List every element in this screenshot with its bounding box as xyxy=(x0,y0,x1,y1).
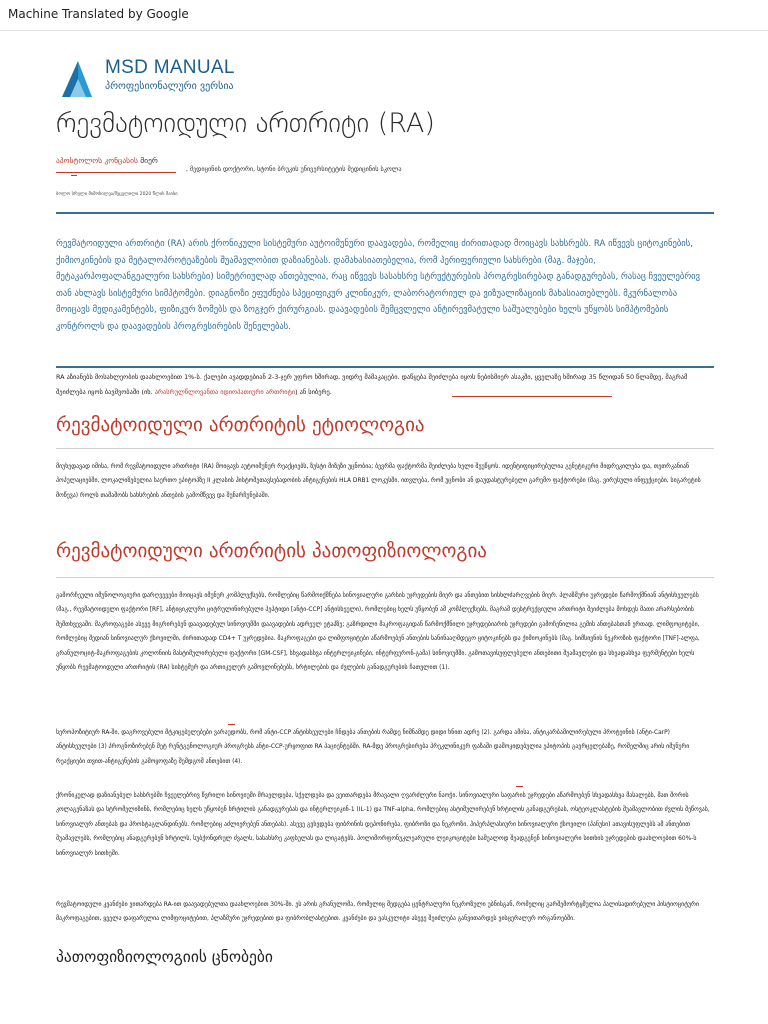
author-affiliation: , მედიცინის დოქტორი, სტონი ბრუკის უნივერსიტეტის მედიცინის სკოლა xyxy=(186,166,402,173)
pathophysiology-paragraph-3: ქრონიკულად დაზიანებულ სახსრებში ჩვეულებრივ წვრილი სინოვიუმი მრავლდება, სქელდება და ვეითარდება მრავალი ღვარძლური ნაოჭი. სინოვიალური საფარის უჯრედები აწარმოებენ სხვადასხვა მასალებს, მათ შორის კოლაგენაზას და სტრომელიზინს, რომლებიც ხელს უწყობენ ხრტილის განადგურებას და ინტერლეიკინ-1 (IL-1) და TNF-alpha, რომლებიც ასტიმულირებენ ხრტილის განადგურებას, ოსტეოკლასტების შუამავლობით ძვლის შეწოვას, სინოვიალურ ანთებას და პროსტაგლანდინებს. რომლებიც აძლიერებენ ანთებას). ასევე გვხვდება ფიბრინის დეპონირება, ფიბროზი და ნეკროზი. ჰიპერპლასიური სინოვიალური ქსოვილი (პანუსი) ათავისუფლებს ამ ანთებით შუამავლებს, რომლებიც ანადგურებენ ხრტილს, სუბქონდრულ ძვალს, სასახსრე კაფსულას და ლიგატებს. პოლიმორფონუკლეარული ლეიკოციტები საშუალოდ შეადგენენ სინოვიალური სითხის უჯრედების დაახლოებით 60%-ს სინოვიალურ სითხეში. xyxy=(56,793,710,857)
topic-summary: რევმატოიდული ართრიტი (RA) არის ქრონიკული სისტემური აუტოიმუნური დაავადება, რომელიც ძირითადად მოიცავს სახსრებს. RA იწვევს ციტოკინების, ქიმიოკინების და მეტალოპროტეაზების შუამავლობით დაზიანებას. დამახასიათებელია, რომ პერიფერიული სახსრები (მაგ. მაჯები, მეტაკარპოფალანგეალური სახსრები) სიმეტრიულად ანთებულია, რაც იწვევს სასახსრე სტრუქტურების პროგრესირებად განადგურებას, რასაც ჩვეულებრივ თან ახლავს სისტემური სიმპტომები. დიაგნოზი ეფუძნება სპეციფიკურ კლინიკურ, ლაბორატორიულ და ვიზუალიზაციის მახასიათებლებს. მკურნალობა მოიცავს მედიკამენტებს, ფიზიკურ ზომებს და ზოგჯერ ქირურგიას. დაავადების შემცვლელი ანტირევმატული საშუალებები ხელს უწყობს სიმპტომების კონტროლს და დაავადების პროგრესირების შენელებას. xyxy=(56,239,701,332)
byline xyxy=(56,156,158,165)
msd-logo-icon xyxy=(58,55,98,101)
subsection-heading-references: პათოფიზიოლოგიის ცნობები xyxy=(56,948,273,966)
review-date: ბოლო სრული მიმოხილვა/შეცვლილი 2020 წლის მაისი xyxy=(56,192,178,197)
byline-dash xyxy=(71,175,77,176)
intro-text-after: ) ან სიბერე. xyxy=(295,387,332,396)
section-rule xyxy=(56,577,714,578)
pathophysiology-paragraph-4: რევმატოიდული კვანძები ვითარდება RA-ით დაავადებულთა დაახლოებით 30%-ში. ეს არის გრანულომა, რომელიც შედგება ცენტრალური ნეკროზული უბნისგან, რომელიც გარშემორტყმულია პალისადირებული ჰისტიოციტური მაკროფაგებით, ყველა დაფარულია ლიმფოციტებით, პლაზმური უჯრედებით და ფიბრობლასტებით. კვანძები და ვასკულიტი ასევე შეიძლება განვითარდეს ვისცერალურ ორგანოებში. xyxy=(56,902,699,923)
brand-name: MSD MANUAL xyxy=(105,57,235,78)
author-underline xyxy=(56,172,176,173)
pathophysiology-paragraph-2: სეროპოზიტიურ RA-ში, დაგროვებული მტკიცებულებები ვარაუდობს, რომ ანტი-CCP ანტისხეულები ჩნდება ანთების რამდე ნიშნამდე დიდი ხნით ადრე (2). გარდა ამისა, ანტიკარბამილირებული პროტეინის (ანტი-CarP) ანტისხეულები (3) პროგნოზირებენ მეტ რენტგენოლოგიურ პროგრესს ანტი-CCP-ურყოფით RA პაციენტებში. RA-მდე პროგრესირება პრეკლინიკურ ფაზაში დამოკიდებულია ეპიტოპის გავრცელებაზე, რომელშიც არის იმუნური რეაქციები თვით-ანტიგენების გამოყოფაზე შემდგომ ანთებით (4). xyxy=(56,730,690,765)
jia-link[interactable]: არასრულწლოვანთა იდიოპათიური ართრიტი xyxy=(154,387,296,396)
intro-paragraph xyxy=(56,370,712,399)
translation-label: Machine Translated by Google xyxy=(8,7,189,21)
translation-bar xyxy=(0,0,768,31)
site-logo[interactable] xyxy=(58,55,258,105)
section-rule xyxy=(56,448,714,449)
section-heading-pathophysiology: რევმატოიდული ართრიტის პათოფიზიოლოგია xyxy=(56,540,487,562)
author-link[interactable]: აპოსტოლოს კონცასის xyxy=(56,156,138,165)
byline-by: მიერ xyxy=(140,156,158,165)
page-title: რევმატოიდული ართრიტი (RA) xyxy=(56,108,435,139)
section-heading-etiology: რევმატოიდული ართრიტის ეტიოლოგია xyxy=(56,414,425,436)
reference-dash xyxy=(516,786,523,787)
summary-top-rule xyxy=(56,212,714,214)
summary-bottom-rule xyxy=(56,366,714,368)
brand-edition: პროფესიონალური ვერსია xyxy=(105,81,234,92)
intro-text-before: RA აზიანებს მოსახლეობის დაახლოებით 1%-ს. ქალები ავადდებიან 2-3-ჯერ უფრო ხშირად, ვიდრე მამაკაცები. დაწყება შეიძლება იყოს ნებისმიერ ასაკში, ყველაზე ხშირად 35 წლიდან 50 წლამდე, მაგრამ შეიძლება იყოს ბავშვობაში (იხ. xyxy=(56,373,688,396)
etiology-paragraph: მიუხედავად იმისა, რომ რევმატოიდული ართრიტი (RA) მოიცავს აუტოიმუნურ რეაქციებს, ზუსტი მიზეზი უცნობია; ბევრმა ფაქტორმა შეიძლება ხელი შეუწყოს. იდენტიფიცირებულია გენეტიკური მიდრეკილება და, თეთრკანიან პოპულაციებში, ლოკალიზებულია საერთო ეპიტოპზე II კლასის ჰისტოშეთავსებადობის ანტიგენების HLA DRB1 ლოკუსში. ითვლება, რომ უცნობი ან დაუდასტურებელი გარემო ფაქტორები (მაგ. ვირუსული ინფექციები, სიგარეტის მოწევა) როლს თამაშობს სახსრების ანთების გამომწვევ და შენარჩუნებაში. xyxy=(56,464,701,499)
jia-link-underline xyxy=(452,396,612,397)
pathophysiology-paragraph-1: გამორჩეული იმუნოლოგიური დარღვევები მოიცავს იმუნურ კომპლექსებს, რომლებიც წარმოიქმნება სინოვიალური გარსის უჯრედების მიერ და ანთებით სისხლძარღვების მიერ. პლაზმური უჯრედები წარმოქმნიან ანტისხეულებს (მაგ., რევმატოიდული ფაქტორი [RF], ანტიციკლური ციტრულინირებული პეპტიდი [ანტი-CCP] ანტისხეული), რომლებიც ხელს უწყობენ ამ კომპლექსებს, მაგრამ დესტრუქციული ართრიტი შეიძლება მოხდეს მათი არარსებობის შემთხვევაში. მაკროფაგები ასევე მიგრირებენ დაავადებულ სინოვიუმში დაავადების ადრეულ ეტაპზე; გაზრდილი მაკროფაგიდან წარმოქმნილი უჯრედებიარის უჯრედები გამოჩენილია გემის ანთებასთან ერთად. ლიმფოციტები, რომლებიც შედიან სინოვიალურ ქსოვილში, ძირითადად CD4+ T უჯრედებია. მაკროფაგები და ლიმფოციტები აწარმოებენ ანთების სანინააღმდეგო ციტოკინებს და ქიმიოკინებს (მაგ. სიმსივნის ნეკროზის ფაქტორი [TNF]-ალფა, გრანულოციტ-მაკროფაგების კოლონიის მასტიმულირებელი ფაქტორი [GM-CSF], სხვადასხვა ინტერლეიკინები, ინტერფერონ-გამა) სინოვიუმში. გამოთავისუფლებული ანთებითი შუამავლები და სხვადასხვა ფერმენტები ხელს უწყობს რევმატოიდული ართრიტის (RA) სისტემურ და ართიკულურ გამოვლინებებს, ხრტილების და ძვლების განადგურების ჩათვლით (1). xyxy=(56,593,700,672)
reference-dash xyxy=(228,724,235,725)
